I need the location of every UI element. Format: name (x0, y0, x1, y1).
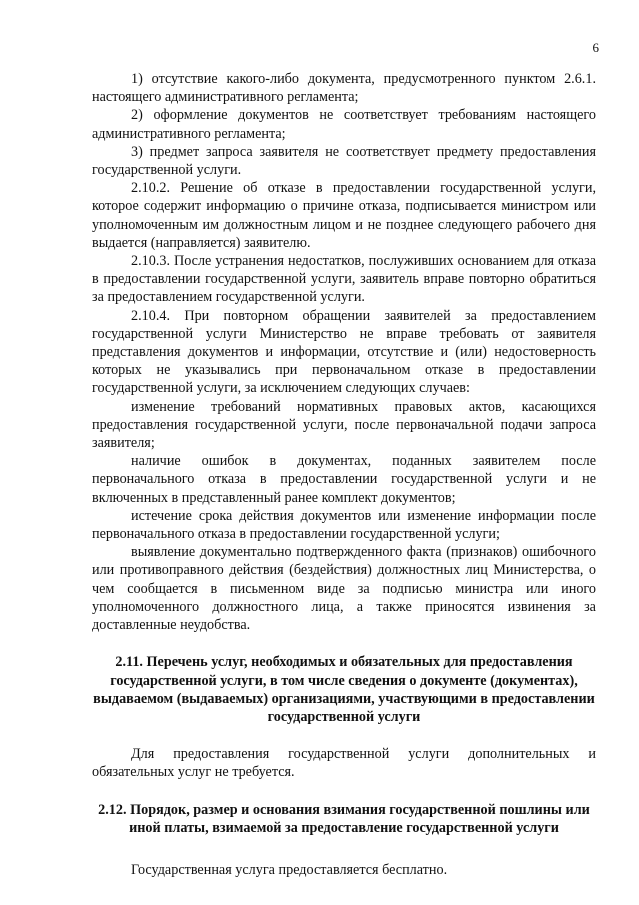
paragraph-item-3: 3) предмет запроса заявителя не соответствует предмету предоставления государственной услуги. (92, 143, 596, 179)
paragraph-case-4: выявление документально подтвержденного факта (признаков) ошибочного или противоправного действия (бездействия) должностных лиц Министерства, о чем сообщается в письменном виде за подписью министра или иного уполномоченного должностного лица, а также приносятся извинения за доставленные неудобства. (92, 544, 596, 634)
section-2-12-heading: 2.12. Порядок, размер и основания взимания государственной пошлины или иной платы, взимаемой за предоставление государственной услуги (98, 801, 590, 836)
section-2-12-text: Государственная услуга предоставляется бесплатно. (131, 861, 448, 878)
page-number: 6 (592, 40, 599, 55)
paragraph-case-3: истечение срока действия документов или изменение информации после первоначального отказа в предоставлении государственной услуги; (92, 507, 596, 543)
section-2-11-heading: 2.11. Перечень услуг, необходимых и обязательных для предоставления государственной услуги, в том числе сведения о документе (документах), выдаваемом (выдаваемых) организациями, участвующими в предоставлении государственной услуги (93, 654, 595, 725)
paragraph-2-10-4: 2.10.4. При повторном обращении заявителей за предоставлением государственной услуги Министерство не вправе требовать от заявителя представления документов и информации, отсутствие и (или) недостоверность которых не указывались при первоначальном отказе в предоставлении государственной услуги, за исключением следующих случаев: (92, 307, 596, 397)
document-body (92, 70, 596, 879)
paragraph-case-1: изменение требований нормативных правовых актов, касающихся предоставления государственной услуги, после первоначальной подачи запроса заявителя; (92, 398, 596, 452)
paragraph-case-2: наличие ошибок в документах, поданных заявителем после первоначального отказа в предоставлении государственной услуги и не включенных в представленный ранее комплект документов; (92, 453, 596, 506)
section-2-11-text: Для предоставления государственной услуги дополнительных и обязательных услуг не требуется. (92, 746, 596, 781)
paragraph-item-2: 2) оформление документов не соответствует требованиям настоящего административного регламента; (92, 107, 596, 142)
paragraph-item-1: 1) отсутствие какого-либо документа, предусмотренного пунктом 2.6.1. настоящего административного регламента; (92, 71, 596, 106)
paragraph-2-10-2: 2.10.2. Решение об отказе в предоставлении государственной услуги, которое содержит информацию о причине отказа, подписывается министром или уполномоченным им должностным лицом и не позднее следующего рабочего дня выдается (направляется) заявителю. (92, 180, 596, 251)
paragraph-2-10-3: 2.10.3. После устранения недостатков, послуживших основанием для отказа в предоставлении государственной услуги, заявитель вправе повторно обратиться за предоставлением государственной услуги. (92, 253, 596, 306)
